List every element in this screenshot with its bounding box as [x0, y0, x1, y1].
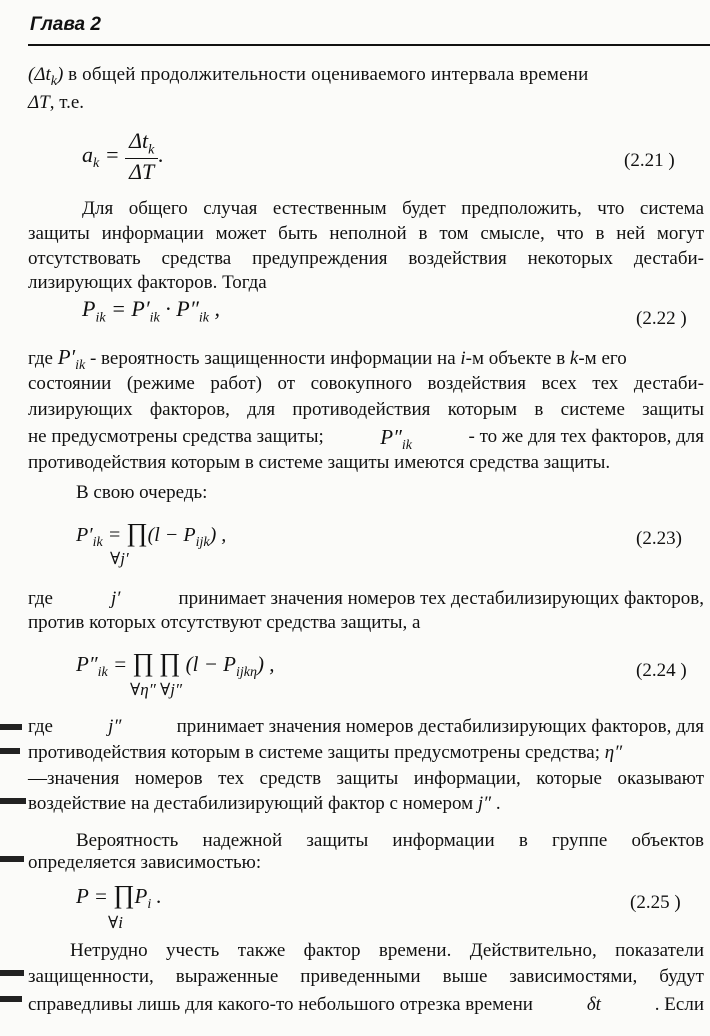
- formula-2-23: $P'_{ik}$ = ∏(l − $P_{ijk}$) ,: [76, 518, 227, 550]
- formula-2-25: $P = \prod P_i$ .: [76, 880, 162, 913]
- scan-artifact: [0, 996, 22, 1002]
- text-line: защищенности, выраженные приведенными выше зависимостями, будут: [28, 966, 704, 987]
- text-line: ΔT, т.е.: [28, 92, 85, 113]
- chapter-header: Глава 2: [30, 14, 101, 35]
- text-line: не предусмотрены средства защиты; $P''_{ik}$ - то же для тех факторов, для: [28, 425, 704, 454]
- formula-subscript: ∀η″ ∀j″: [130, 680, 183, 699]
- text-line: $(\Delta t_k)$ в общей продолжительности оцениваемого интервала времени: [28, 64, 589, 89]
- scan-artifact: [0, 798, 26, 804]
- formula-2-24: $P''_{ik}$ = ∏ ∏ $(l - P_{ijk\eta})$ ,: [76, 648, 275, 681]
- text-line: противодействия которым в системе защиты предусмотрены средства; η″: [28, 742, 623, 763]
- text-line: справедливы лишь для какого-то небольшого отрезка времени δt . Если: [28, 994, 704, 1015]
- text-line: воздействие на дестабилизирующий фактор с номером j″ .: [28, 793, 501, 814]
- text-line: лизирующих факторов. Тогда: [28, 272, 267, 293]
- eq-number: (2.22 ): [636, 308, 687, 329]
- text-line: В свою очередь:: [76, 482, 208, 503]
- text-line: отсутствовать средства предупреждения воздействия некоторых дестаби-: [28, 248, 704, 269]
- header-rule: [28, 44, 710, 46]
- text-line: Вероятность надежной защиты информации в группе объектов: [76, 830, 704, 851]
- text-line: состоянии (режиме работ) от совокупного воздействия всех тех дестаби-: [28, 373, 704, 394]
- formula-subscript: ∀j′: [110, 549, 129, 568]
- scan-artifact: [0, 970, 24, 976]
- text-line: против которых отсутствуют средства защиты, а: [28, 612, 421, 633]
- eq-number: (2.23): [636, 528, 682, 549]
- text-line: лизирующих факторов, для противодействия которым в системе защиты: [28, 399, 704, 420]
- formula-subscript: ∀i: [108, 913, 123, 932]
- text-line: где j″ принимает значения номеров дестабилизирующих факторов, для: [28, 716, 704, 737]
- text-line: —значения номеров тех средств защиты информации, которые оказывают: [28, 768, 704, 789]
- text-line: где j′ принимает значения номеров тех дестабилизирующих факторов,: [28, 588, 704, 609]
- text-line: Нетрудно учесть также фактор времени. Действительно, показатели: [70, 940, 704, 961]
- formula-2-21: $a_k$ = $\frac{\Delta t_k}{\Delta T}$ .: [82, 128, 164, 185]
- eq-number: (2.24 ): [636, 660, 687, 681]
- text-line: противодействия которым в системе защиты имеются средства защиты.: [28, 452, 611, 473]
- text-line: определяется зависимостью:: [28, 852, 262, 873]
- eq-number: (2.25 ): [630, 892, 681, 913]
- text-line: Для общего случая естественным будет предположить, что система: [82, 198, 704, 219]
- scan-artifact: [0, 856, 24, 862]
- text-line: где $P'_{ik}$ - вероятность защищенности информации на i-м объекте в k-м его: [28, 345, 627, 374]
- scan-artifact: [0, 748, 20, 754]
- scan-artifact: [0, 724, 22, 730]
- formula-2-22: $P_{ik} = P'_{ik} \cdot P''_{ik}$ ,: [82, 296, 220, 326]
- text-line: защиты информации может быть неполной в том смысле, что в ней могут: [28, 223, 704, 244]
- eq-number: (2.21 ): [624, 150, 675, 171]
